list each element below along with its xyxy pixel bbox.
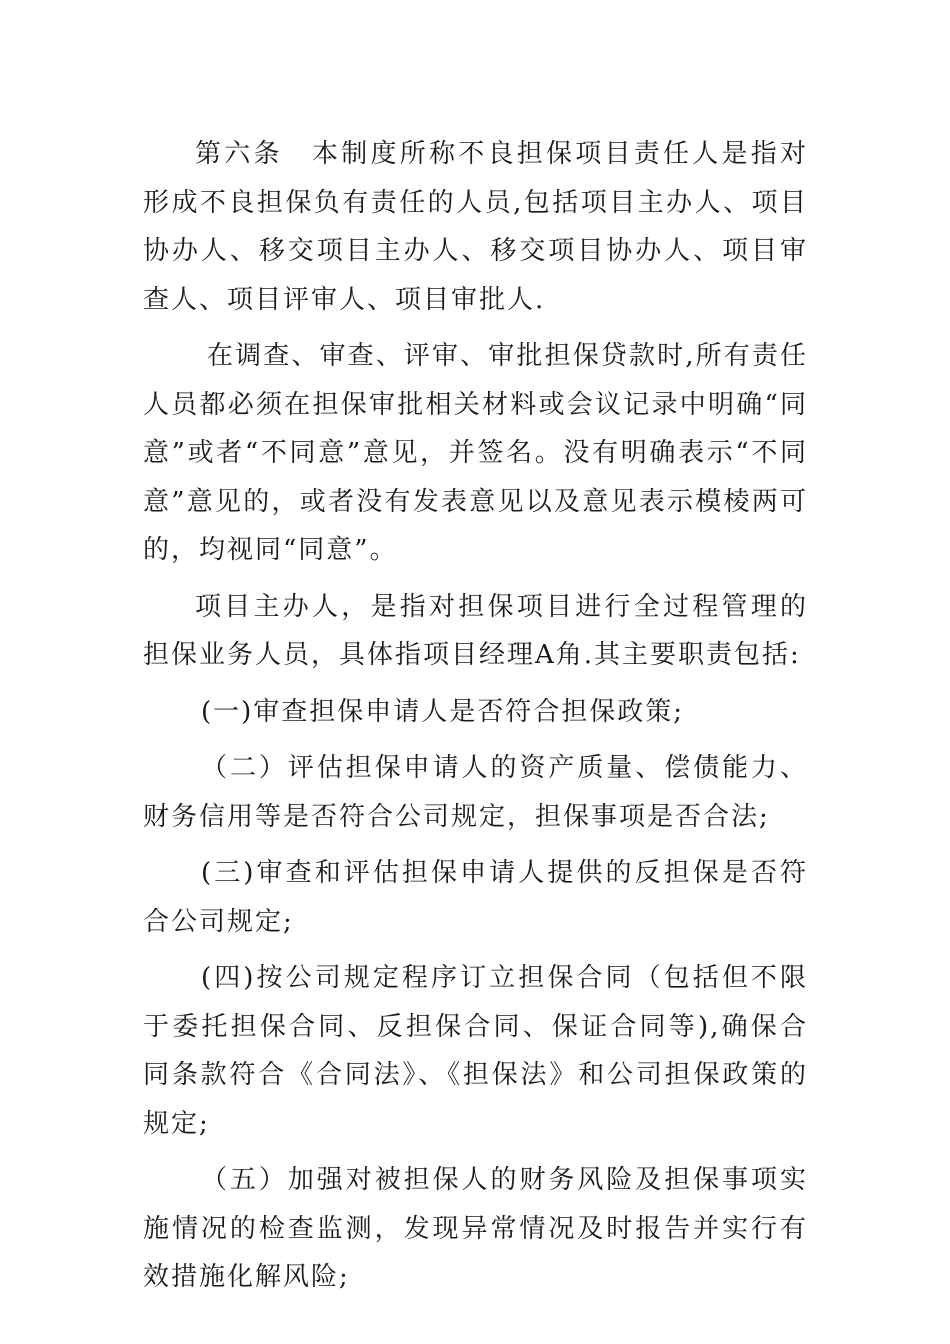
paragraph-article-6: 第六条 本制度所称不良担保项目责任人是指对形成不良担保负有责任的人员,包括项目主办人、项目协办人、移交项目主办人、移交项目协办人、项目审查人、项目评审人、项目审批人. — [143, 139, 808, 315]
document-body — [143, 130, 808, 1310]
list-item-duty-4: (四)按公司规定程序订立担保合同（包括但不限于委托担保合同、反担保合同、保证合同等),确保合同条款符合《合同法》、《担保法》和公司担保政策的规定; — [143, 963, 808, 1139]
paragraph-approval-opinion: 在调查、审查、评审、审批担保贷款时,所有责任人员都必须在担保审批相关材料或会议记录中明确“同意”或者“不同意”意见，并签名。没有明确表示“不同意”意见的，或者没有发表意见以及意见表示模棱两可的，均视同“同意”。 — [143, 341, 808, 565]
list-item-duty-1: (一)审查担保申请人是否符合担保政策; — [201, 696, 685, 727]
list-item-duty-2: （二）评估担保申请人的资产质量、偿债能力、财务信用等是否符合公司规定，担保事项是否合法; — [143, 753, 808, 832]
list-item-duty-3: (三)审查和评估担保申请人提供的反担保是否符合公司规定; — [143, 858, 808, 937]
paragraph-project-sponsor: 项目主办人，是指对担保项目进行全过程管理的担保业务人员，具体指项目经理A角.其主要职责包括: — [143, 591, 808, 670]
list-item-duty-5: （五）加强对被担保人的财务风险及担保事项实施情况的检查监测，发现异常情况及时报告并实行有效措施化解风险; — [143, 1165, 808, 1292]
